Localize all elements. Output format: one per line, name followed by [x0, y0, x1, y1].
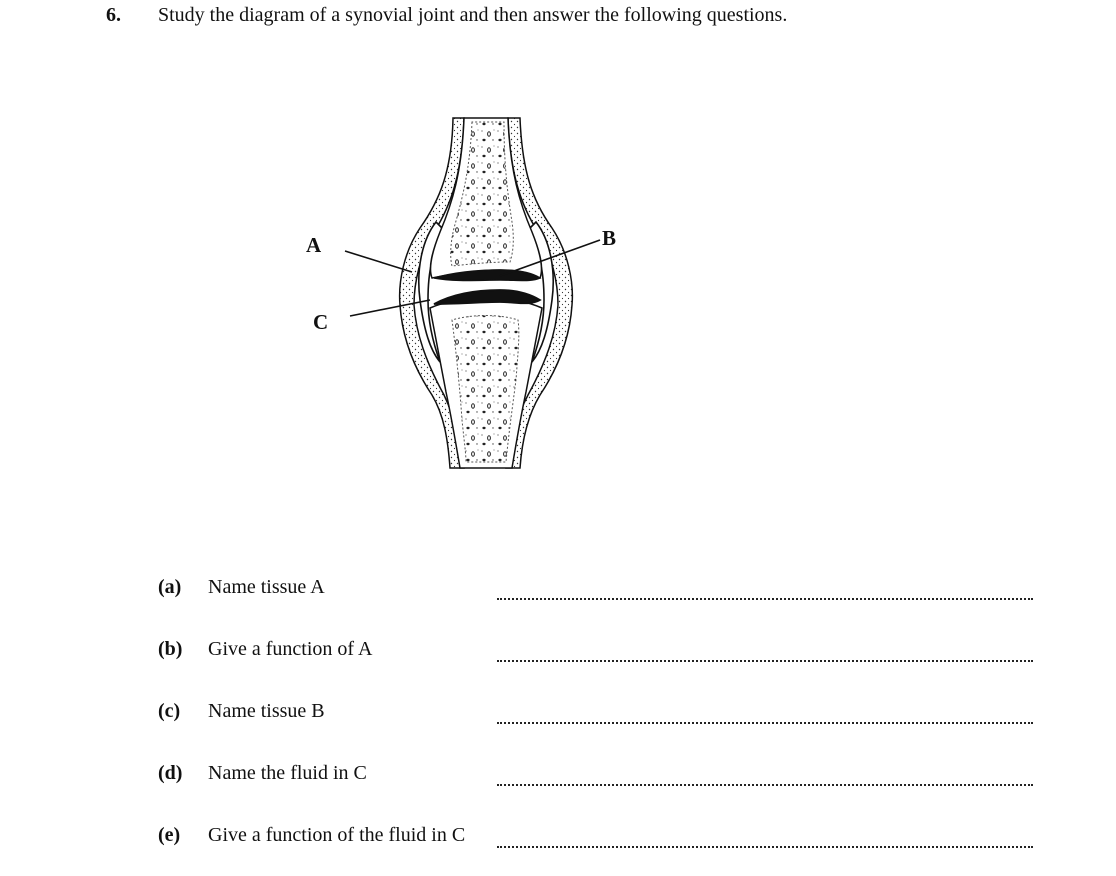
part-b-answer-line[interactable] [497, 644, 1033, 662]
label-c: C [313, 310, 329, 334]
part-b-letter: (b) [158, 638, 183, 660]
label-b: B [602, 226, 617, 250]
part-a [0, 576, 1116, 606]
synovial-joint-diagram [300, 110, 640, 475]
part-a-letter: (a) [158, 576, 182, 598]
part-e-text: Give a function of the fluid in C [208, 824, 466, 846]
part-d-answer-line[interactable] [497, 768, 1033, 786]
pointer-line-c [350, 300, 430, 316]
articular-cartilage-lower [434, 290, 540, 304]
part-b [0, 638, 1116, 668]
part-d-letter: (d) [158, 762, 183, 784]
part-c-text: Name tissue B [208, 700, 325, 722]
part-c-answer-line[interactable] [497, 706, 1033, 724]
pointer-line-a [345, 251, 412, 272]
part-e-letter: (e) [158, 824, 181, 846]
label-a: A [306, 233, 322, 257]
part-c [0, 700, 1116, 730]
part-c-letter: (c) [158, 700, 181, 722]
part-d [0, 762, 1116, 792]
question-number: 6. [106, 4, 121, 26]
part-d-text: Name the fluid in C [208, 762, 367, 784]
question-stem: Study the diagram of a synovial joint and then answer the following questions. [158, 4, 788, 26]
part-a-answer-line[interactable] [497, 582, 1033, 600]
part-b-text: Give a function of A [208, 638, 373, 660]
part-e-answer-line[interactable] [497, 830, 1033, 848]
part-e [0, 824, 1116, 854]
part-a-text: Name tissue A [208, 576, 325, 598]
